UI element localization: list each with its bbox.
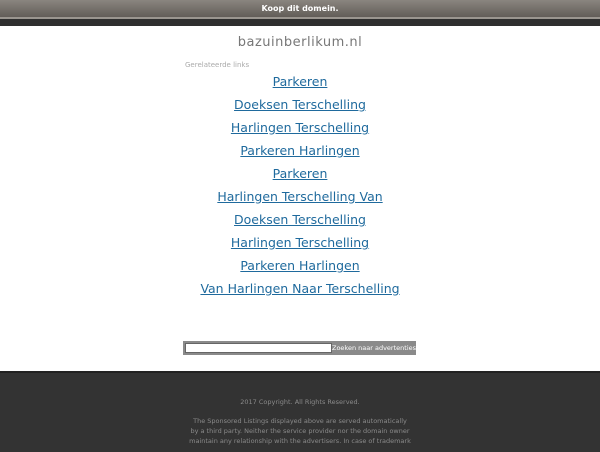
header-divider xyxy=(0,19,600,26)
site-title: bazuinberlikum.nl xyxy=(237,35,363,50)
related-link[interactable]: Van Harlingen Naar Terschelling xyxy=(200,281,400,296)
search-input[interactable] xyxy=(185,343,332,353)
related-links-list xyxy=(0,72,600,302)
ad-search-form xyxy=(183,341,416,355)
footer xyxy=(0,371,600,452)
disclaimer-line: The Sponsored Listings displayed above are served automatically xyxy=(193,417,407,425)
related-link[interactable]: Harlingen Terschelling Van xyxy=(217,189,383,204)
disclaimer-line: by a third party. Neither the service provider nor the domain owner xyxy=(190,427,410,435)
related-link[interactable]: Parkeren xyxy=(272,74,328,89)
related-link[interactable]: Parkeren xyxy=(272,166,328,181)
related-link[interactable]: Harlingen Terschelling xyxy=(230,235,370,250)
related-link[interactable]: Doeksen Terschelling xyxy=(234,97,366,112)
related-link[interactable]: Harlingen Terschelling xyxy=(230,120,370,135)
disclaimer-line: maintain any relationship with the advertisers. In case of trademark xyxy=(189,437,411,445)
copyright-text: 2017 Copyright. All Rights Reserved. xyxy=(240,398,360,406)
disclaimer-text xyxy=(0,416,600,446)
related-link[interactable]: Doeksen Terschelling xyxy=(234,212,366,227)
related-link[interactable]: Parkeren Harlingen xyxy=(240,143,360,158)
search-button[interactable]: Zoeken naar advertenties xyxy=(332,344,417,352)
buy-domain-banner[interactable]: Koop dit domein. xyxy=(0,0,600,19)
related-link[interactable]: Parkeren Harlingen xyxy=(240,258,360,273)
related-links-label: Gerelateerde links xyxy=(185,61,250,69)
